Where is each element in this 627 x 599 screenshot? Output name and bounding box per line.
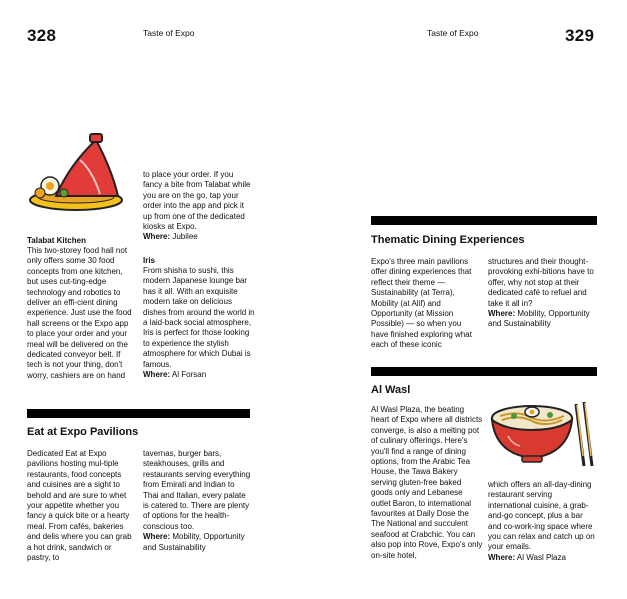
iris-where-label: Where: bbox=[143, 370, 171, 380]
thematic-col1-text: Expo's three main pavilions offer dining experiences that reflect their theme — Sustainability (at Terra), Mobility (at Alif) and Opportunity (at Mission Possible) — so when you have finished exploring what each of these iconic bbox=[371, 257, 472, 350]
iris-where bbox=[143, 370, 255, 380]
thematic-where-value: Mobility, Opportunity and Sustainability bbox=[488, 309, 590, 329]
talabat-where-label: Where: bbox=[143, 232, 171, 242]
talabat-where-value: Jubilee bbox=[172, 232, 198, 242]
page-number-right: 329 bbox=[565, 26, 595, 45]
alwasl-col2-text: which offers an all-day-dining restaurant serving international cuisine, a grab-and-go concept, plus a bar and co-work-ing space where you can relax and catch up on your emails. bbox=[488, 480, 595, 552]
thematic-heading: Thematic Dining Experiences bbox=[371, 234, 525, 246]
alwasl-heading: Al Wasl bbox=[371, 384, 411, 396]
section-divider-bar-right-1 bbox=[371, 216, 597, 225]
thematic-where bbox=[488, 309, 596, 330]
section-divider-bar-left bbox=[27, 409, 250, 418]
eat-where-label: Where: bbox=[143, 532, 171, 542]
thematic-col2-text: structures and their thought-provoking exhi-bitions have to offer, why not stop at their dedicated café to refuel and take it all in? bbox=[488, 257, 594, 308]
eat-where bbox=[143, 532, 251, 553]
talabat-col2 bbox=[143, 170, 251, 243]
eat-col1-text: Dedicated Eat at Expo pavilions hosting mul-tiple restaurants, food concepts and cuisines are a sight to behold and are sure to whet your appetite whether you fancy a quick bite or a hearty meal. From cafés, bakeries and delis where you can grab a hot drink, sandwich or pastry, to bbox=[27, 449, 132, 563]
iris-body-text: From shisha to sushi, this modern Japanese lounge bar has it all. With an exquisite modern take on delicious dishes from around the world in a laid-back social atmosphere, Iris is perfect for those looking to experience the stylish atmosphere for which Dubai is famous. bbox=[143, 266, 255, 369]
talabat-col2-text: to place your order. If you fancy a bite from Talabat while you are on the go, tap your order into the app and pick it up from one of the dedicated kiosks at Expo. bbox=[143, 170, 251, 232]
iris-heading: Iris bbox=[143, 256, 156, 265]
iris-body bbox=[143, 266, 255, 380]
talabat-where bbox=[143, 232, 251, 242]
alwasl-col1-text: Al Wasl Plaza, the beating heart of Expo where all districts converge, is also a melting pot of culinary offerings. Here's you'll find a range of dining options, from the Arabic Tea House, the Tawa Bakery serving gluten-free baked goods only and Lebanese outlet Baron, to international favourites at Daily Dose the The National and succulent seafood at Crabchic. You can also pop into Rove, Expo's only on-site hotel, bbox=[371, 405, 483, 560]
alwasl-col2 bbox=[488, 480, 596, 563]
thematic-where-label: Where: bbox=[488, 309, 516, 319]
talabat-heading: Talabat Kitchen bbox=[27, 236, 86, 245]
talabat-col1-text: This two-storey food hall not only offers some 30 food concepts from one kitchen, but uses cut-ting-edge technology and robotics to deliver an effi-cient dining experience. Just use the food hall screens or the Expo app to place your order and your meal will be delivered on the dedicated conveyor belt. If tech is not your thing, don't worry, cashiers are on hand bbox=[27, 246, 132, 380]
eat-where-value: Mobility, Opportunity and Sustainability bbox=[143, 532, 245, 552]
ramen-bowl-illustration-icon bbox=[488, 396, 602, 468]
page-number-left: 328 bbox=[27, 26, 57, 45]
eat-col2 bbox=[143, 449, 251, 553]
running-head-left: Taste of Expo bbox=[143, 28, 195, 38]
alwasl-where-label: Where: bbox=[488, 552, 516, 562]
eat-heading: Eat at Expo Pavilions bbox=[27, 426, 139, 438]
running-head-right: Taste of Expo bbox=[427, 28, 479, 38]
thematic-col2 bbox=[488, 257, 596, 330]
iris-where-value: Al Forsan bbox=[171, 370, 207, 380]
eat-col2-text: tavernas, burger bars, steakhouses, grills and restaurants serving everything from Emirati and Indian to Thai and Italian, every palate is catered to. There are plenty of options for the health-conscious too. bbox=[143, 449, 251, 531]
tagine-illustration-icon bbox=[26, 130, 132, 216]
section-divider-bar-right-2 bbox=[371, 367, 597, 376]
alwasl-where bbox=[488, 553, 596, 563]
alwasl-where-value: Al Wasl Plaza bbox=[516, 552, 566, 562]
